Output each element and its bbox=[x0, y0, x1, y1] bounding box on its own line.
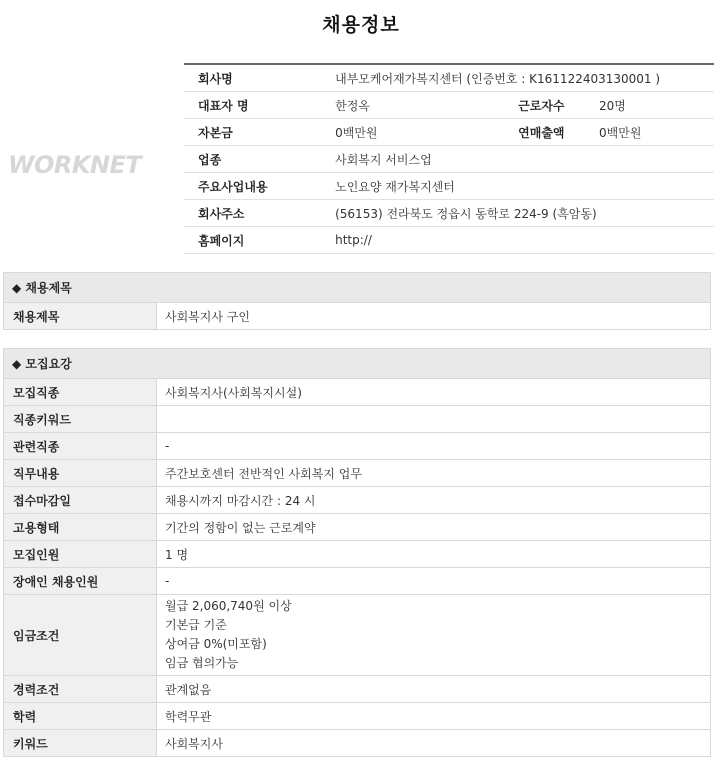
recruit-title-heading: ◆ 채용제목 bbox=[4, 273, 711, 303]
recruit-title-value: 사회복지사 구인 bbox=[157, 303, 711, 330]
req-row-label: 모집인원 bbox=[4, 541, 157, 568]
wage-label: 임금조건 bbox=[4, 595, 157, 676]
wage-line: 상여금 0%(미포함) bbox=[165, 637, 267, 651]
homepage-link[interactable]: http:// bbox=[335, 227, 714, 254]
sales-value: 0백만원 bbox=[599, 119, 714, 146]
req-row-value bbox=[157, 406, 711, 433]
req-row-value: 관계없음 bbox=[157, 676, 711, 703]
worknet-logo-text: WORKNET bbox=[8, 151, 142, 179]
req-row-value: 기간의 정함이 없는 근로계약 bbox=[157, 514, 711, 541]
company-name-label: 회사명 bbox=[184, 64, 335, 92]
requirements-section bbox=[3, 348, 711, 757]
req-row-value: - bbox=[157, 568, 711, 595]
capital-value: 0백만원 bbox=[335, 119, 518, 146]
homepage-label: 홈페이지 bbox=[184, 227, 335, 254]
recruit-title-section bbox=[3, 272, 711, 330]
req-row-value: 사회복지사 bbox=[157, 730, 711, 757]
industry-value: 사회복지 서비스업 bbox=[335, 146, 714, 173]
company-info-table bbox=[184, 63, 714, 254]
req-row-value: 채용시까지 마감시간 : 24 시 bbox=[157, 487, 711, 514]
req-row-label: 키워드 bbox=[4, 730, 157, 757]
req-row-label: 모집직종 bbox=[4, 379, 157, 406]
requirements-heading: ◆ 모집요강 bbox=[4, 349, 711, 379]
req-row-label: 직무내용 bbox=[4, 460, 157, 487]
req-row-label: 관련직종 bbox=[4, 433, 157, 460]
business-label: 주요사업내용 bbox=[184, 173, 335, 200]
req-row-value: 학력무관 bbox=[157, 703, 711, 730]
wage-conditions bbox=[157, 595, 711, 676]
industry-label: 업종 bbox=[184, 146, 335, 173]
req-row-label: 장애인 채용인원 bbox=[4, 568, 157, 595]
employees-label: 근로자수 bbox=[518, 92, 599, 119]
req-row-value: 주간보호센터 전반적인 사회복지 업무 bbox=[157, 460, 711, 487]
ceo-label: 대표자 명 bbox=[184, 92, 335, 119]
req-row-label: 접수마감일 bbox=[4, 487, 157, 514]
worknet-logo bbox=[6, 144, 158, 184]
sales-label: 연매출액 bbox=[518, 119, 599, 146]
req-row-label: 고용형태 bbox=[4, 514, 157, 541]
ceo-value: 한정옥 bbox=[335, 92, 518, 119]
wage-line: 기본급 기준 bbox=[165, 618, 227, 632]
req-row-value: 1 명 bbox=[157, 541, 711, 568]
req-row-label: 직종키워드 bbox=[4, 406, 157, 433]
address-value: (56153) 전라북도 정읍시 동학로 224-9 (흑암동) bbox=[335, 200, 714, 227]
recruit-title-label: 채용제목 bbox=[4, 303, 157, 330]
wage-line: 임금 협의가능 bbox=[165, 656, 239, 670]
wage-line: 월급 2,060,740원 이상 bbox=[165, 599, 292, 613]
req-row-label: 경력조건 bbox=[4, 676, 157, 703]
page-title: 채용정보 bbox=[322, 14, 400, 36]
capital-label: 자본금 bbox=[184, 119, 335, 146]
employees-value: 20명 bbox=[599, 92, 714, 119]
business-value: 노인요양 재가복지센터 bbox=[335, 173, 714, 200]
address-label: 회사주소 bbox=[184, 200, 335, 227]
company-name-value: 내부모케어재가복지센터 (인증번호 : K161122403130001 ) bbox=[335, 64, 714, 92]
req-row-value: - bbox=[157, 433, 711, 460]
req-row-label: 학력 bbox=[4, 703, 157, 730]
req-row-value: 사회복지사(사회복지시설) bbox=[157, 379, 711, 406]
